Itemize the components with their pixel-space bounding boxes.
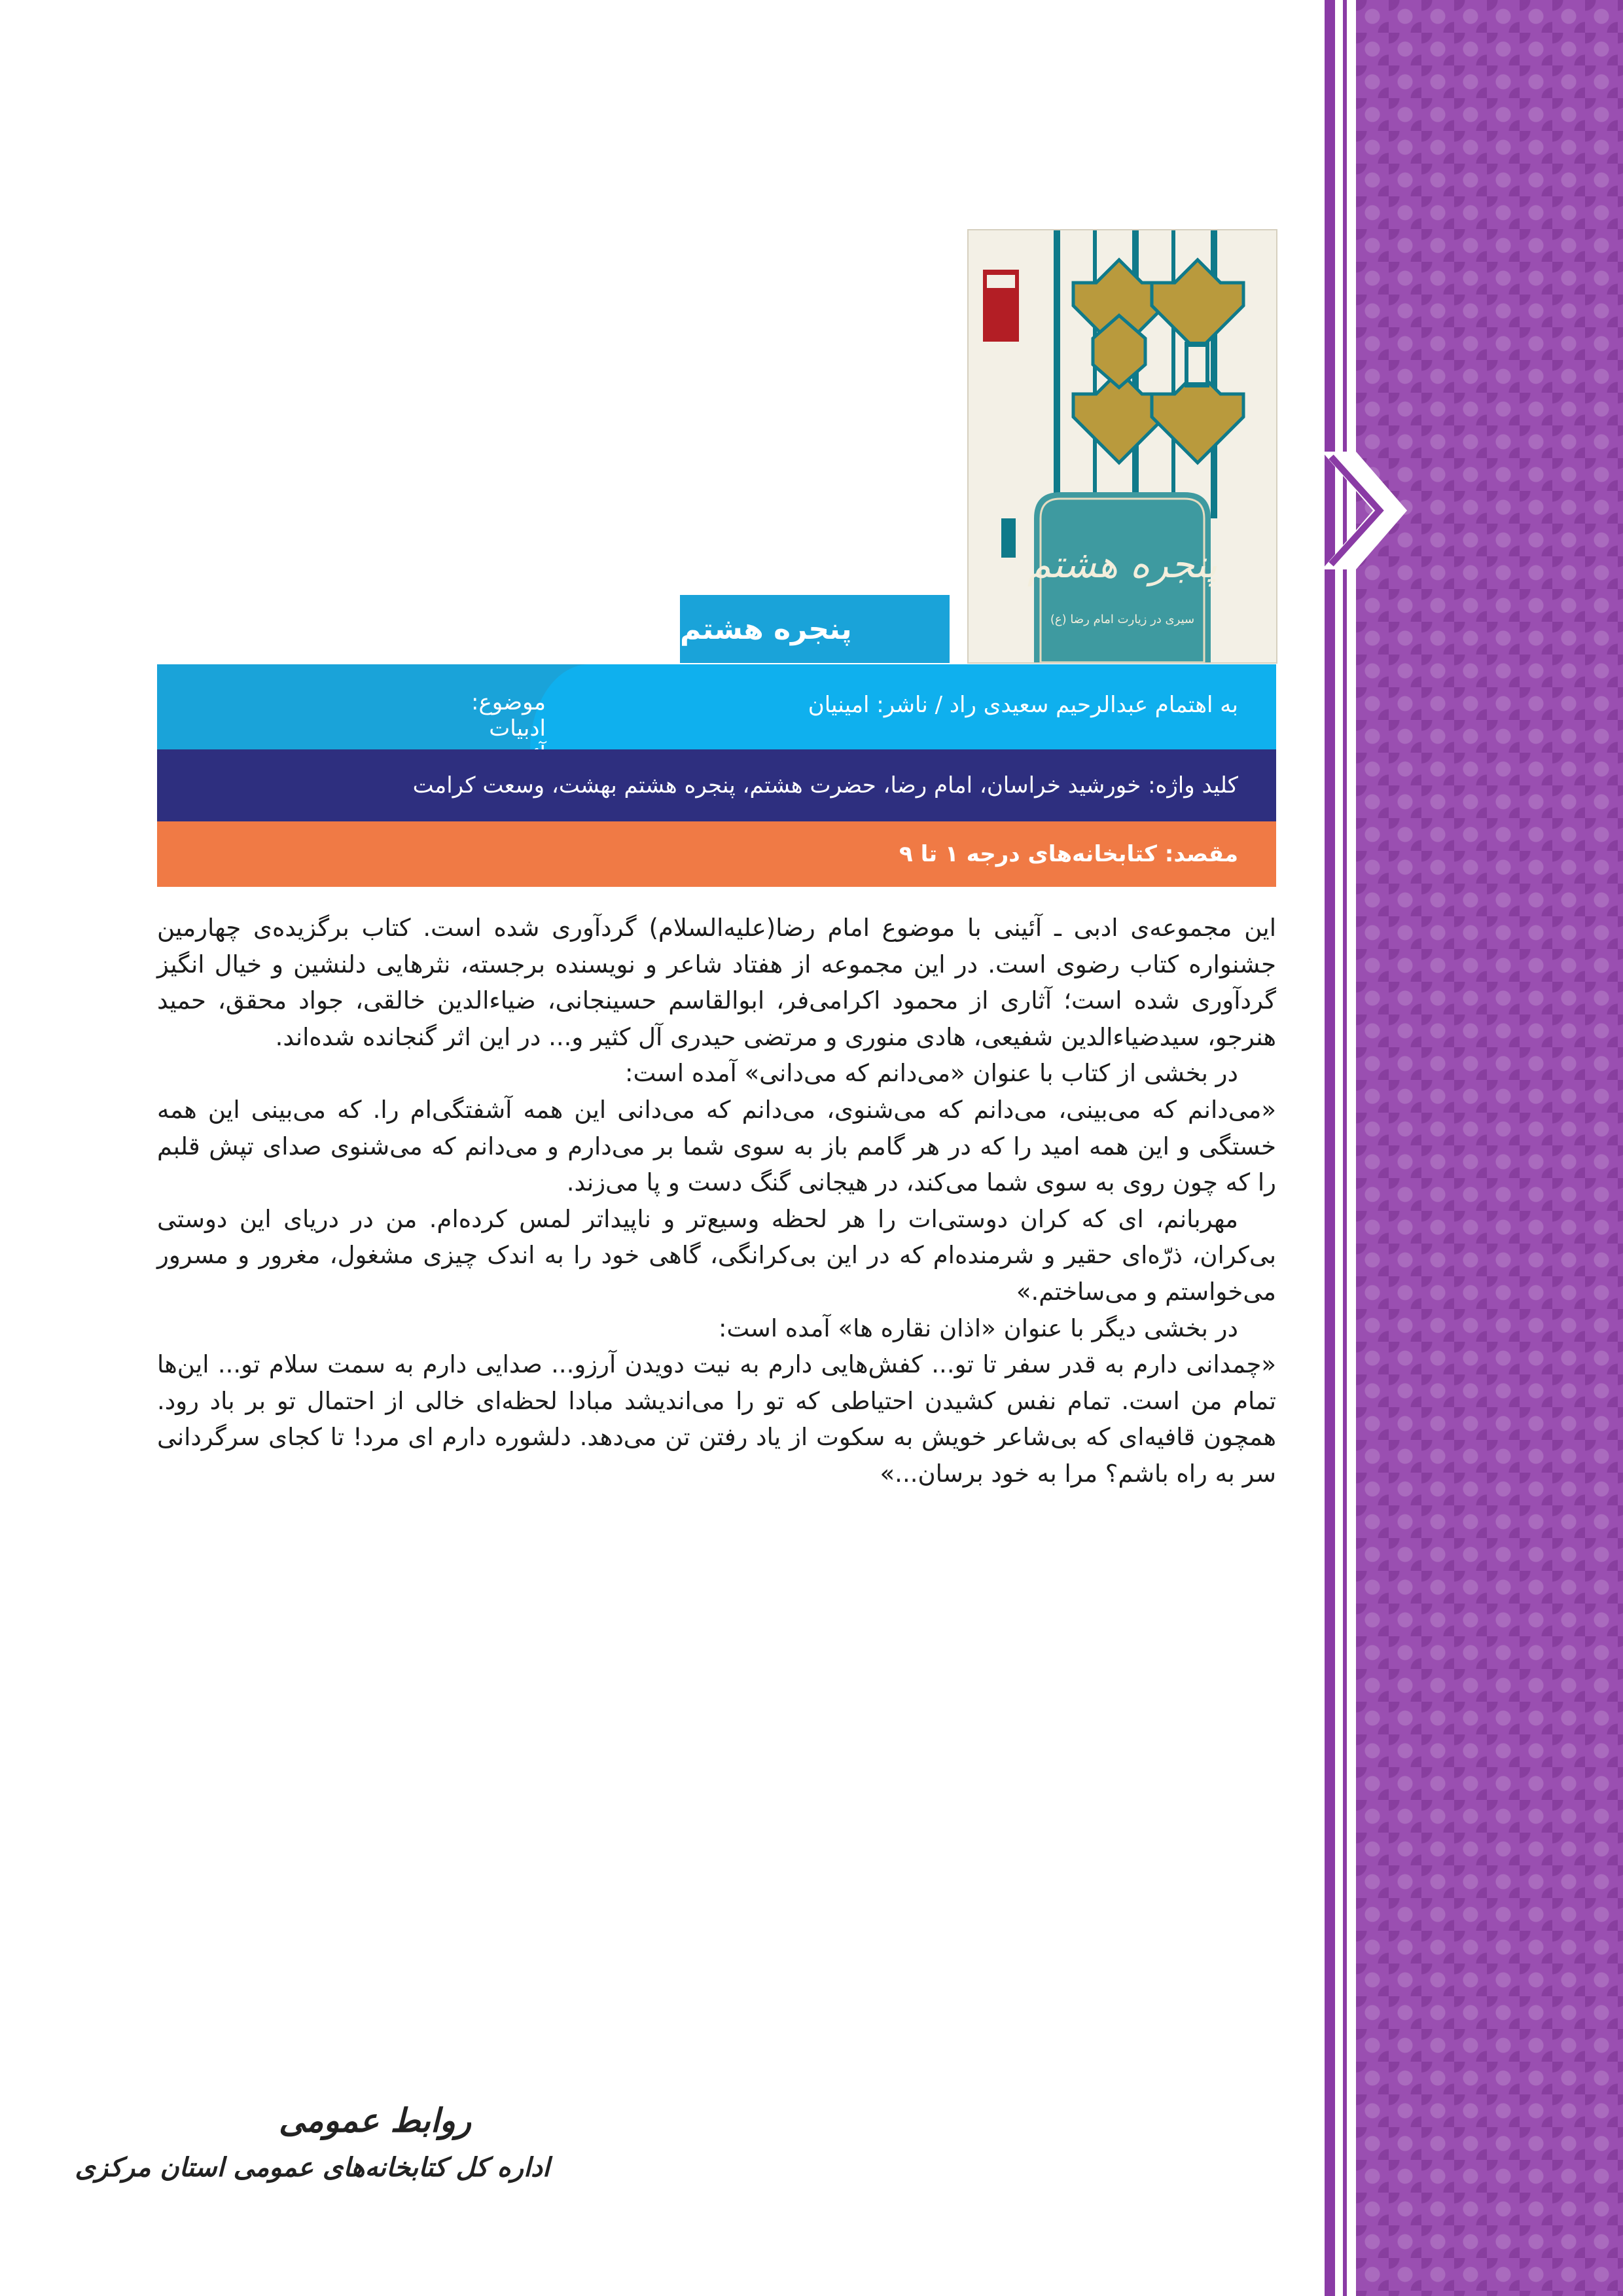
signature-line-1: روابط عمومی xyxy=(279,2101,471,2140)
book-title: پنجره هشتم xyxy=(680,612,852,646)
keywords-bar xyxy=(157,749,1276,821)
topic-label: موضوع: ادبیات xyxy=(471,689,546,742)
paragraph-quote-1: «می‌دانم که می‌بینی، می‌دانم که می‌شنوی، می‌دانم که می‌دانی این همه آشفتگی‌ام را. که می‌بینی این همه خستگی و این همه امید را که در هر گامم باز به سوی شما بر می‌دارم و می‌دانم که می‌شنوی صدای تپش قلبم را که چون روی به سوی شما می‌کند، در هیجانی گنگ دست و پا می‌زند. xyxy=(157,1095,1276,1197)
review-body xyxy=(157,910,1276,1492)
paragraph-quote-1-cont: مهربانم، ای که کران دوستی‌ات را هر لحظه وسیع‌تر و ناپیداتر لمس کرده‌ام. من در دریای این دوستی بی‌کران، ذرّه‌ای حقیر و شرمنده‌ام که در این بی‌کرانگی، گاهی خود را به اندک چیزی مشغول، مغرور و مسرور می‌خواستم و می‌ساختم.» xyxy=(157,1204,1276,1306)
book-title-tab xyxy=(677,592,952,666)
cover-title: پنجره هشتم xyxy=(1027,542,1218,586)
keywords-text: کلید واژه: خورشید خراسان، امام رضا، حضرت هشتم، پنجره هشتم بهشت، وسعت کرامت xyxy=(412,772,1238,798)
book-cover xyxy=(967,229,1277,664)
paragraph-intro: این مجموعه‌ی ادبی ـ آئینی با موضوع امام رضا(علیه‌السلام) گردآوری شده است. کتاب برگزیده‌ی چهارمین جشنواره کتاب رضوی است. در این مجموعه از هفتاد شاعر و نویسنده برجسته، نثرهایی دلنشین و خیال انگیز گردآوری شده است؛ آثاری از محمود اکرامی‌فر، ابوالقاسم حسینجانی، ضیاءالدین خالقی، جواد محقق، حمید هنرجو، سیدضیاءالدین شفیعی، هادی منوری و مرتضی حیدری آل کثیر و... در این اثر گنجانده شده‌اند. xyxy=(157,914,1276,1051)
paragraph-quote-intro-2: در بخشی دیگر با عنوان «اذان نقاره ها» آمده است: xyxy=(718,1314,1238,1342)
paragraph-quote-intro-1: در بخشی از کتاب با عنوان «می‌دانم که می‌دانی» آمده است: xyxy=(625,1059,1238,1088)
cover-subtitle: سیری در زیارت امام رضا (ع) xyxy=(1050,613,1195,626)
chevron-right-icon xyxy=(1322,452,1407,569)
paragraph-quote-2: «چمدانی دارم به قدر سفر تا تو... کفش‌هایی دارم به نیت دویدن آرزو... صدایی دارم به سمت سلام تو... این‌ها تمام من است. تمام نفس کشیدن احتیاطی که تو را می‌اندیشد مبادا لحظه‌ای خالی از احتمال تو بر باد رود. همچون قافیه‌ای که بی‌شاعر خویش به سکوت از یاد رفتن تن می‌دهد. دلشوره دارم ای مرد! تا کجای سرگردانی سر به راه باشم؟ مرا به خود برسان...» xyxy=(157,1350,1276,1488)
side-border xyxy=(1325,0,1335,2296)
signature-line-2: اداره کل کتابخانه‌های عمومی استان مرکزی xyxy=(75,2152,550,2183)
decorative-pattern-band xyxy=(1356,0,1623,2296)
target-bar xyxy=(157,821,1276,887)
side-border-thin xyxy=(1343,0,1347,2296)
meta-bar xyxy=(157,664,1276,749)
publisher-line: به اهتمام عبدالرحیم سعیدی راد / ناشر: امینیان xyxy=(808,692,1238,718)
footer-signature xyxy=(75,2101,550,2232)
target-text: مقصد: کتابخانه‌های درجه ۱ تا ۹ xyxy=(899,841,1238,867)
